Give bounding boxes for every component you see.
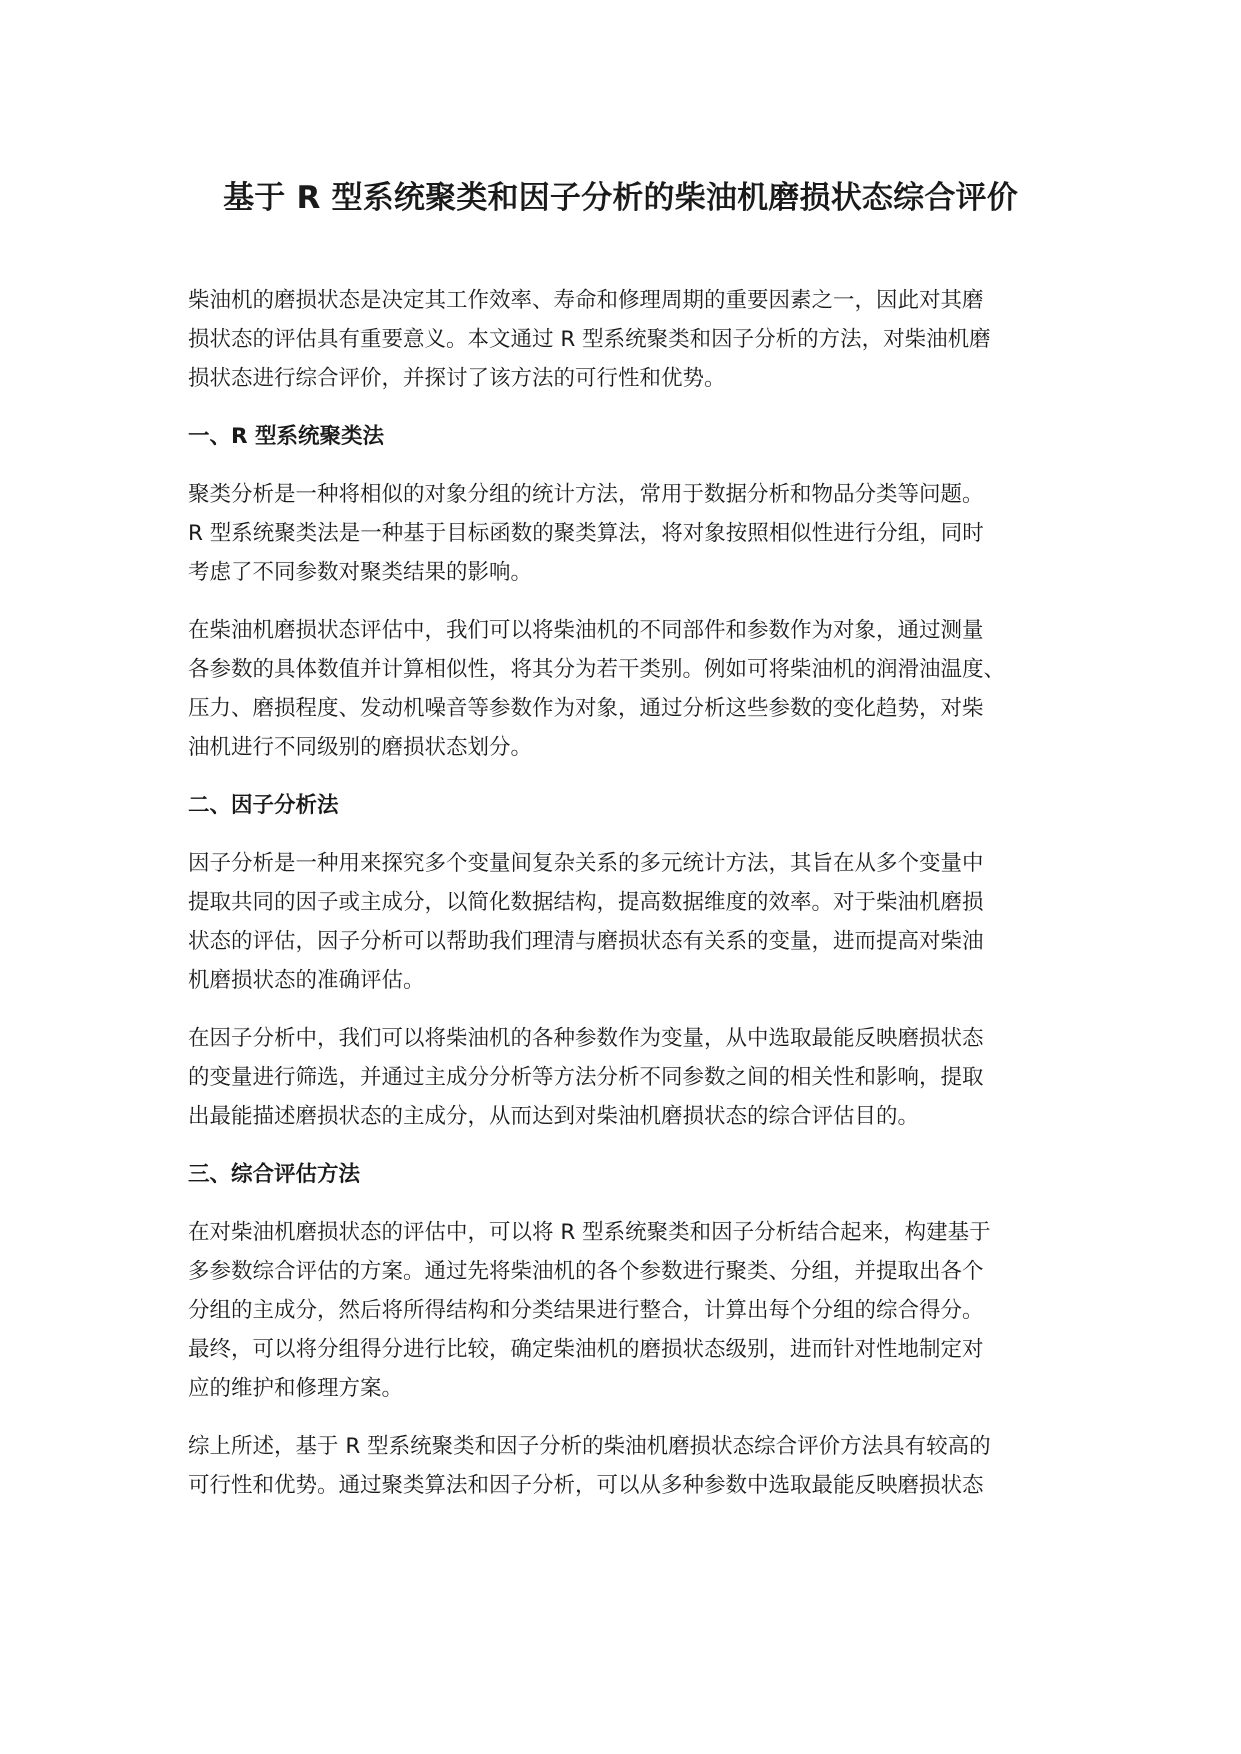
paragraph-line: 可行性和优势。通过聚类算法和因子分析，可以从多种参数中选取最能反映磨损状态 xyxy=(188,1473,984,1498)
paragraph xyxy=(188,475,1088,592)
paragraph-line: 损状态的评估具有重要意义。本文通过 R 型系统聚类和因子分析的方法，对柴油机磨 xyxy=(188,327,991,352)
paragraph-line: 油机进行不同级别的磨损状态划分。 xyxy=(188,735,533,760)
paragraph-line: 分组的主成分，然后将所得结构和分类结果进行整合，计算出每个分组的综合得分。 xyxy=(188,1298,984,1323)
paragraph-line: R 型系统聚类法是一种基于目标函数的聚类算法，将对象按照相似性进行分组，同时 xyxy=(188,521,984,546)
paragraph-line: 机磨损状态的准确评估。 xyxy=(188,968,425,993)
paragraph-line: 综上所述，基于 R 型系统聚类和因子分析的柴油机磨损状态综合评价方法具有较高的 xyxy=(188,1434,991,1459)
paragraph-line: 出最能描述磨损状态的主成分，从而达到对柴油机磨损状态的综合评估目的。 xyxy=(188,1104,920,1129)
paragraph-line: 在对柴油机磨损状态的评估中，可以将 R 型系统聚类和因子分析结合起来，构建基于 xyxy=(188,1220,991,1245)
paragraph-line: 聚类分析是一种将相似的对象分组的统计方法，常用于数据分析和物品分类等问题。 xyxy=(188,482,984,507)
paragraph-line: 状态的评估，因子分析可以帮助我们理清与磨损状态有关系的变量，进而提高对柴油 xyxy=(188,929,984,954)
paragraph-line: 应的维护和修理方案。 xyxy=(188,1376,404,1401)
document-body xyxy=(188,281,1088,1505)
paragraph-line: 提取共同的因子或主成分，以简化数据结构，提高数据维度的效率。对于柴油机磨损 xyxy=(188,890,984,915)
paragraph xyxy=(188,844,1088,1000)
paragraph-line: 多参数综合评估的方案。通过先将柴油机的各个参数进行聚类、分组，并提取出各个 xyxy=(188,1259,984,1284)
section-heading: 三、综合评估方法 xyxy=(188,1162,361,1187)
paragraph-line: 在因子分析中，我们可以将柴油机的各种参数作为变量，从中选取最能反映磨损状态 xyxy=(188,1026,984,1051)
paragraph-line: 压力、磨损程度、发动机噪音等参数作为对象，通过分析这些参数的变化趋势，对柴 xyxy=(188,696,984,721)
paragraph-line: 各参数的具体数值并计算相似性，将其分为若干类别。例如可将柴油机的润滑油温度、 xyxy=(188,657,1006,682)
paragraph xyxy=(188,611,1088,767)
paragraph-line: 柴油机的磨损状态是决定其工作效率、寿命和修理周期的重要因素之一，因此对其磨 xyxy=(188,288,984,313)
paragraph-line: 损状态进行综合评价，并探讨了该方法的可行性和优势。 xyxy=(188,366,726,391)
paragraph xyxy=(188,281,1088,398)
paragraph-line: 在柴油机磨损状态评估中，我们可以将柴油机的不同部件和参数作为对象，通过测量 xyxy=(188,618,984,643)
paragraph xyxy=(188,1213,1088,1408)
paragraph-line: 考虑了不同参数对聚类结果的影响。 xyxy=(188,560,533,585)
paragraph-line: 因子分析是一种用来探究多个变量间复杂关系的多元统计方法，其旨在从多个变量中 xyxy=(188,851,984,876)
document-title: 基于 R 型系统聚类和因子分析的柴油机磨损状态综合评价 xyxy=(223,180,1018,216)
paragraph xyxy=(188,1427,1088,1505)
paragraph xyxy=(188,1019,1088,1136)
paragraph-line: 的变量进行筛选，并通过主成分分析等方法分析不同参数之间的相关性和影响，提取 xyxy=(188,1065,984,1090)
section-heading: 二、因子分析法 xyxy=(188,793,339,818)
paragraph-line: 最终，可以将分组得分进行比较，确定柴油机的磨损状态级别，进而针对性地制定对 xyxy=(188,1337,984,1362)
section-heading: 一、R 型系统聚类法 xyxy=(188,424,385,449)
